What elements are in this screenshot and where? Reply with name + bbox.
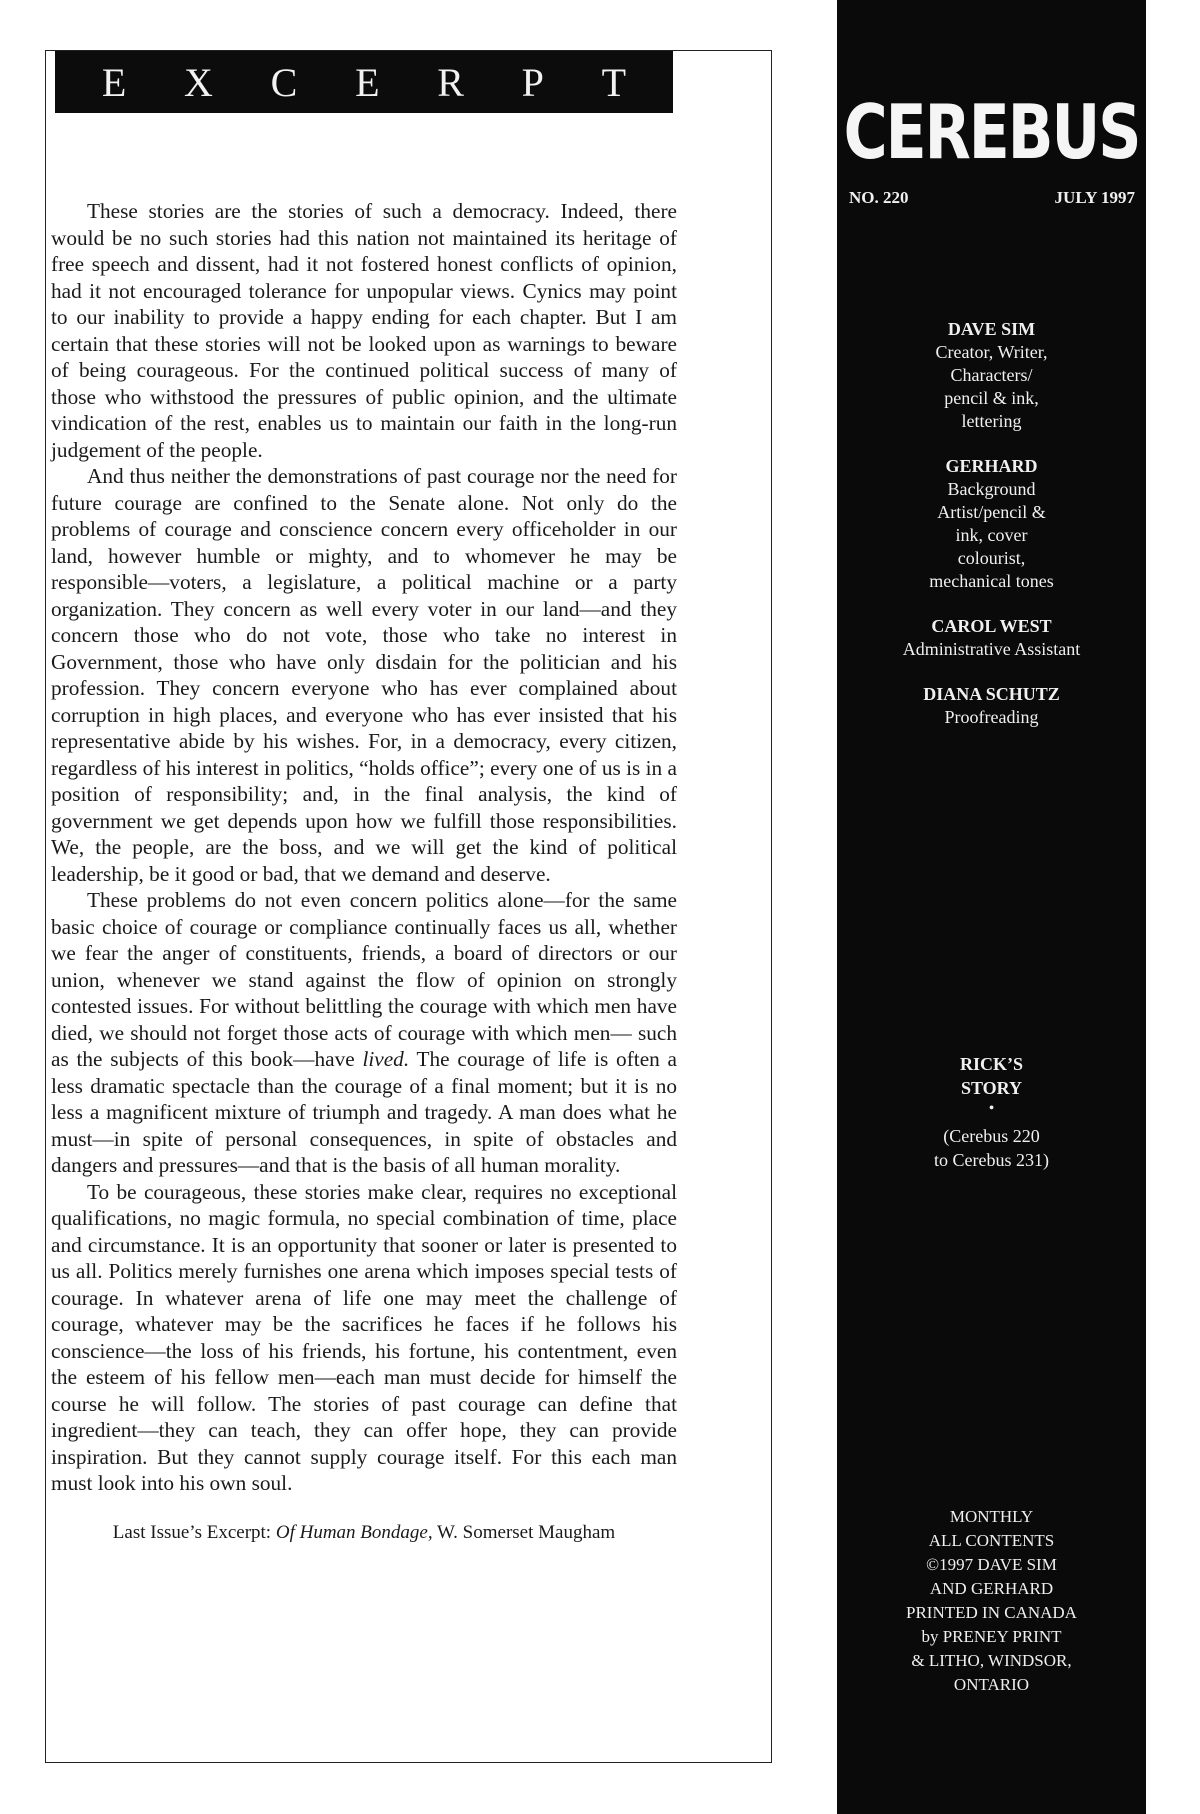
banner-letter: P xyxy=(521,59,544,105)
excerpt-banner xyxy=(55,51,673,113)
credit-role: Proofreading xyxy=(944,707,1039,727)
excerpt-paragraph-text: These problems do not even concern politics alone—for the same basic choice of courage or compliance continually faces us all, whether we fear the anger of constituents, friends, a board of directors or our union, whenever we stand against the flow of opinion on strongly contested issues. For without belittling the courage with which men have died, we should not forget those acts of courage with which men— such as the subjects of this book—have xyxy=(51,888,677,1071)
excerpt-italic-word: lived. xyxy=(362,1047,410,1071)
issue-info xyxy=(849,188,1135,208)
banner-letter: X xyxy=(184,59,213,105)
credit-entry xyxy=(837,615,1146,661)
excerpt-paragraph-tail: The courage of life is often a less dramatic spectacle than the courage of a final moment; but it is no less a magnificent mixture of triumph and tragedy. A man does what he must—in spite of personal consequences, in spite of obstacles and dangers and pressures—and that is the basis of all human morality. xyxy=(51,1047,677,1177)
credit-name: DIANA SCHUTZ xyxy=(923,684,1060,704)
excerpt-body xyxy=(51,198,677,1497)
last-issue-title: Of Human Bondage, xyxy=(275,1522,433,1543)
excerpt-paragraph: These stories are the stories of such a democracy. Indeed, there would be no such stories had this nation not maintained its heritage of free speech and dissent, had it not fostered honest conflicts of opinion, had it not encouraged tolerance for unpopular views. Cynics may point to our inability to provide a happy ending for each chapter. But I am certain that these stories will not be looked upon as warnings to beware of being courageous. For the continued political success of many of those who withstood the pressures of public opinion, and the ultimate vindication of the rest, enables us to maintain our faith in the long-run judgement of the people. xyxy=(51,199,677,462)
banner-letter: R xyxy=(437,59,464,105)
cerebus-logo: CEREBUS xyxy=(843,89,1140,177)
story-title: RICK’S STORY xyxy=(959,1054,1023,1098)
credit-name: GERHARD xyxy=(945,456,1038,476)
banner-letter: E xyxy=(101,59,127,105)
last-issue-label: Last Issue’s Excerpt: xyxy=(112,1522,276,1543)
last-issue-author: W. Somerset Maugham xyxy=(432,1522,616,1543)
credit-role: Background Artist/pencil & ink, cover colourist, mechanical tones xyxy=(929,479,1054,591)
story-info xyxy=(837,1052,1146,1172)
credits-list xyxy=(837,318,1146,751)
excerpt-paragraph: And thus neither the demonstrations of past courage nor the need for future courage are confined to the Senate alone. Not only do the problems of courage and conscience concern every officeholder in our land, however humble or mighty, and to whomever he may be responsible—voters, a legislature, a political machine or a party organization. They concern as well every voter in our land—and they concern those who do not vote, those who take no interest in Government, those who have only disdain for the politician and his profession. They concern everyone who has ever complained about corruption in high places, and everyone who has ever insisted that his representative abide by his wishes. For, in a democracy, every citizen, regardless of his interest in politics, “holds office”; every one of us is in a position of responsibility; and, in the final analysis, the kind of government we get depends upon how we fulfill those responsibilities. We, the people, are the boss, and we will get the kind of political leadership, be it good or bad, that we demand and deserve. xyxy=(51,464,677,886)
credits-sidebar xyxy=(837,0,1146,1814)
banner-letter: E xyxy=(355,59,380,105)
last-issue-note xyxy=(51,1522,677,1544)
issue-date: JULY 1997 xyxy=(1054,188,1135,207)
banner-letter: T xyxy=(601,59,627,105)
colophon: MONTHLY ALL CONTENTS ©1997 DAVE SIM AND GERHARD PRINTED IN CANADA by PRENEY PRINT & LITHO, WINDSOR, ONTARIO xyxy=(906,1507,1077,1694)
credit-role: Administrative Assistant xyxy=(902,639,1081,659)
credit-entry xyxy=(837,683,1146,729)
credit-entry xyxy=(837,455,1146,593)
credit-role: Creator, Writer, Characters/ pencil & ink, lettering xyxy=(935,342,1048,431)
excerpt-paragraph xyxy=(51,887,677,1179)
credit-name: CAROL WEST xyxy=(931,616,1052,636)
issue-number: NO. 220 xyxy=(849,188,909,207)
excerpt-paragraph: To be courageous, these stories make clear, requires no exceptional qualifications, no magic formula, no special combination of time, place and circumstance. It is an opportunity that sooner or later is presented to us all. Politics merely furnishes one arena which imposes special tests of courage. In whatever arena of life one may meet the challenge of courage, whatever may be the sacrifices he faces if he follows his conscience—the loss of his friends, his fortune, his contentment, even the esteem of his fellow men—each man must decide for himself the course he will follow. The stories of past courage can define that ingredient—they can teach, they can offer hope, they can provide inspiration. But they cannot supply courage itself. For this each man must look into his own soul. xyxy=(51,1179,677,1495)
banner-letter: C xyxy=(270,59,298,105)
story-bullet: • xyxy=(988,1100,995,1117)
credit-name: DAVE SIM xyxy=(947,319,1036,339)
credit-entry xyxy=(837,318,1146,433)
story-range: (Cerebus 220 to Cerebus 231) xyxy=(934,1126,1049,1170)
